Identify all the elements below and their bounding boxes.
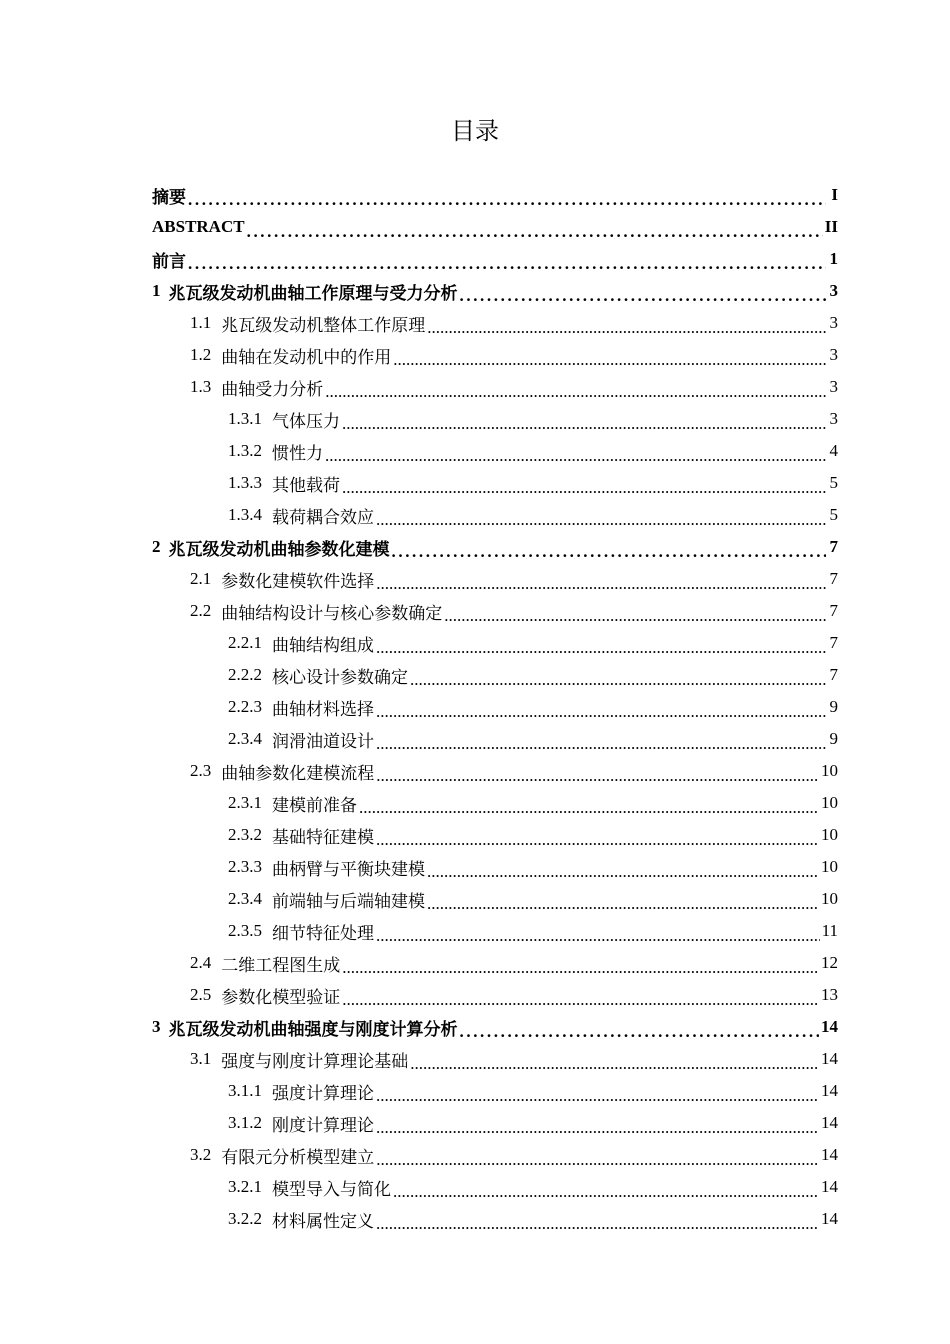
- toc-entry[interactable]: [152, 403, 838, 435]
- toc-dot-leader: [427, 317, 826, 339]
- toc-entry-page-number: 10: [821, 793, 838, 812]
- toc-entry-title: 曲轴结构设计与核心参数确定: [221, 603, 443, 623]
- toc-dot-leader: [188, 189, 826, 211]
- toc-entry-number: 3.2: [190, 1145, 212, 1164]
- toc-entry-title: 核心设计参数确定: [272, 667, 408, 687]
- toc-entry-number: 2.3: [190, 761, 212, 780]
- toc-dot-leader: [410, 1053, 819, 1075]
- toc-entry-number: 1.3.1: [228, 409, 262, 428]
- toc-entry-number: 2.5: [190, 985, 212, 1004]
- toc-entry-title: 兆瓦级发动机曲轴强度与刚度计算分析: [168, 1019, 458, 1039]
- toc-entry-page-number: 14: [821, 1113, 838, 1132]
- toc-title: 目录: [451, 117, 499, 145]
- toc-entry[interactable]: [152, 563, 838, 595]
- toc-dot-leader: [393, 1181, 819, 1203]
- toc-entry-number: 1.2: [190, 345, 212, 364]
- toc-dot-leader: [376, 1213, 819, 1235]
- toc-entry-page-number: 14: [821, 1177, 838, 1196]
- toc-entry-title: ABSTRACT: [152, 217, 245, 236]
- toc-entry-page-number: 7: [829, 569, 838, 588]
- toc-entry-title: 曲柄臂与平衡块建模: [272, 859, 425, 879]
- toc-entry-title: 摘要: [152, 187, 186, 207]
- toc-entry-page-number: 14: [821, 1049, 838, 1068]
- toc-entry[interactable]: [152, 1107, 838, 1139]
- toc-entry-page-number: 14: [821, 1209, 838, 1228]
- toc-entry-page-number: 10: [821, 857, 838, 876]
- toc-entry-title: 兆瓦级发动机曲轴工作原理与受力分析: [168, 283, 458, 303]
- toc-entry-title: 载荷耦合效应: [272, 507, 374, 527]
- toc-dot-leader: [410, 669, 826, 691]
- toc-entry-title: 刚度计算理论: [272, 1115, 374, 1135]
- toc-entry-title: 曲轴参数化建模流程: [221, 763, 375, 783]
- toc-entry-number: 2.3.4: [228, 729, 262, 748]
- toc-entry-page-number: 5: [829, 473, 838, 492]
- toc-entry-title: 曲轴结构组成: [272, 635, 374, 655]
- toc-entry-number: 3.2.1: [228, 1177, 262, 1196]
- toc-entry-number: 2.2.2: [228, 665, 262, 684]
- toc-entry[interactable]: [152, 531, 838, 563]
- toc-entry-number: 1.3.4: [228, 505, 262, 524]
- toc-entry-number: 2.3.3: [228, 857, 262, 876]
- toc-entry-page-number: 7: [829, 601, 838, 620]
- toc-dot-leader: [444, 605, 826, 627]
- toc-entry-title: 曲轴材料选择: [272, 699, 374, 719]
- toc-entry-title: 基础特征建模: [272, 827, 374, 847]
- toc-entry-page-number: 3: [829, 345, 838, 364]
- toc-dot-leader: [376, 1085, 819, 1107]
- toc-entry-title: 强度与刚度计算理论基础: [221, 1051, 409, 1071]
- toc-entry-page-number: 10: [821, 825, 838, 844]
- toc-entry[interactable]: [152, 275, 838, 307]
- toc-dot-leader: [427, 893, 819, 915]
- toc-entry-page-number: 9: [829, 729, 838, 748]
- toc-entry-number: 3.1.2: [228, 1113, 262, 1132]
- toc-entry[interactable]: [152, 435, 838, 467]
- toc-dot-leader: [188, 253, 826, 275]
- toc-entry-page-number: 9: [829, 697, 838, 716]
- toc-entry-page-number: 12: [821, 953, 838, 972]
- toc-entry-number: 2.3.5: [228, 921, 262, 940]
- toc-entry-number: 2.2.3: [228, 697, 262, 716]
- toc-entry-title: 惯性力: [272, 443, 323, 463]
- toc-entry-page-number: 3: [829, 313, 838, 332]
- toc-dot-leader: [247, 221, 823, 243]
- toc-dot-leader: [376, 573, 826, 595]
- toc-entry[interactable]: [152, 1011, 838, 1043]
- toc-entry-page-number: 10: [821, 889, 838, 908]
- toc-entry-number: 1.3: [190, 377, 212, 396]
- toc-dot-leader: [376, 1149, 819, 1171]
- toc-dot-leader: [427, 861, 819, 883]
- toc-entry[interactable]: [152, 979, 838, 1011]
- toc-entry-page-number: 5: [829, 505, 838, 524]
- toc-entry[interactable]: [152, 947, 838, 979]
- toc-dot-leader: [392, 541, 827, 563]
- toc-dot-leader: [325, 381, 826, 403]
- toc-entry-page-number: 14: [821, 1081, 838, 1100]
- toc-dot-leader: [359, 797, 819, 819]
- toc-entry-page-number: 4: [829, 441, 838, 460]
- toc-entry-title: 曲轴在发动机中的作用: [221, 347, 392, 367]
- toc-dot-leader: [376, 925, 820, 947]
- toc-dot-leader: [376, 829, 819, 851]
- toc-entry-number: 2.1: [190, 569, 212, 588]
- toc-entry[interactable]: [152, 1139, 838, 1171]
- toc-entry-number: 2.3.4: [228, 889, 262, 908]
- toc-entry-number: 2.3.2: [228, 825, 262, 844]
- toc-entry-number: 2: [152, 537, 161, 556]
- toc-entry-title: 前言: [152, 251, 186, 271]
- toc-entry[interactable]: [152, 1171, 838, 1203]
- toc-entry[interactable]: [152, 851, 838, 883]
- toc-entry[interactable]: [152, 723, 838, 755]
- toc-entry-page-number: 3: [829, 409, 838, 428]
- toc-entry[interactable]: [152, 627, 838, 659]
- toc-entry[interactable]: [152, 883, 838, 915]
- toc-entry[interactable]: [152, 691, 838, 723]
- toc-entry-page-number: 7: [829, 633, 838, 652]
- toc-entry[interactable]: [152, 371, 838, 403]
- toc-entry-title: 参数化模型验证: [221, 987, 341, 1007]
- toc-entry-page-number: 7: [829, 537, 838, 556]
- toc-entry-title: 其他载荷: [272, 475, 340, 495]
- toc-dot-leader: [393, 349, 826, 371]
- toc-dot-leader: [376, 1117, 819, 1139]
- toc-entry[interactable]: [152, 755, 838, 787]
- toc-entry-page-number: 10: [821, 761, 838, 780]
- toc-entry-number: 2.2.1: [228, 633, 262, 652]
- toc-dot-leader: [325, 445, 826, 467]
- toc-entry[interactable]: [152, 595, 838, 627]
- toc-entry-title: 细节特征处理: [272, 923, 374, 943]
- toc-entry-number: 3.1: [190, 1049, 212, 1068]
- toc-dot-leader: [376, 733, 826, 755]
- toc-dot-leader: [460, 1021, 820, 1043]
- toc-entry-title: 有限元分析模型建立: [221, 1147, 375, 1167]
- toc-dot-leader: [376, 765, 819, 787]
- toc-entry-title: 曲轴受力分析: [221, 379, 324, 399]
- toc-entry[interactable]: [152, 1043, 838, 1075]
- toc-entry[interactable]: [152, 915, 838, 947]
- toc-dot-leader: [376, 509, 826, 531]
- toc-entry-title: 建模前准备: [272, 795, 357, 815]
- table-of-contents: [152, 179, 838, 1235]
- toc-entry-page-number: 1: [829, 249, 838, 268]
- toc-entry-page-number: 14: [821, 1145, 838, 1164]
- toc-entry-title: 润滑油道设计: [272, 731, 374, 751]
- toc-entry-number: 1.3.2: [228, 441, 262, 460]
- toc-entry[interactable]: [152, 179, 838, 211]
- toc-entry-number: 1.1: [190, 313, 212, 332]
- toc-entry-title: 二维工程图生成: [221, 955, 341, 975]
- toc-entry-page-number: I: [831, 185, 838, 204]
- toc-dot-leader: [342, 957, 819, 979]
- toc-entry[interactable]: [152, 659, 838, 691]
- toc-entry[interactable]: [152, 307, 838, 339]
- toc-entry[interactable]: [152, 339, 838, 371]
- toc-entry[interactable]: [152, 1075, 838, 1107]
- toc-entry-title: 兆瓦级发动机整体工作原理: [221, 315, 426, 335]
- toc-entry-number: 2.4: [190, 953, 212, 972]
- toc-dot-leader: [342, 989, 819, 1011]
- toc-entry[interactable]: [152, 467, 838, 499]
- toc-entry[interactable]: [152, 211, 838, 243]
- toc-entry[interactable]: [152, 819, 838, 851]
- toc-entry-page-number: 3: [829, 281, 838, 300]
- toc-entry-number: 2.2: [190, 601, 212, 620]
- toc-dot-leader: [376, 637, 826, 659]
- toc-entry-title: 强度计算理论: [272, 1083, 374, 1103]
- toc-entry-page-number: 13: [821, 985, 838, 1004]
- toc-entry-number: 3.1.1: [228, 1081, 262, 1100]
- toc-entry-title: 兆瓦级发动机曲轴参数化建模: [168, 539, 390, 559]
- toc-entry-title: 前端轴与后端轴建模: [272, 891, 425, 911]
- toc-entry-title: 气体压力: [272, 411, 340, 431]
- toc-entry-number: 2.3.1: [228, 793, 262, 812]
- toc-entry-page-number: 11: [821, 921, 838, 940]
- toc-entry-page-number: 14: [821, 1017, 838, 1036]
- toc-dot-leader: [342, 413, 826, 435]
- toc-entry-number: 1.3.3: [228, 473, 262, 492]
- toc-entry-number: 1: [152, 281, 161, 300]
- toc-entry-page-number: 7: [829, 665, 838, 684]
- toc-entry-title: 参数化建模软件选择: [221, 571, 375, 591]
- toc-dot-leader: [342, 477, 826, 499]
- toc-entry-title: 模型导入与简化: [272, 1179, 391, 1199]
- toc-entry-title: 材料属性定义: [272, 1211, 374, 1231]
- toc-dot-leader: [376, 701, 826, 723]
- toc-entry-number: 3.2.2: [228, 1209, 262, 1228]
- toc-entry[interactable]: [152, 499, 838, 531]
- toc-entry[interactable]: [152, 1203, 838, 1235]
- toc-entry-page-number: II: [824, 217, 838, 236]
- toc-entry[interactable]: [152, 787, 838, 819]
- toc-dot-leader: [460, 285, 827, 307]
- toc-entry-number: 3: [152, 1017, 161, 1036]
- toc-entry-page-number: 3: [829, 377, 838, 396]
- toc-entry[interactable]: [152, 243, 838, 275]
